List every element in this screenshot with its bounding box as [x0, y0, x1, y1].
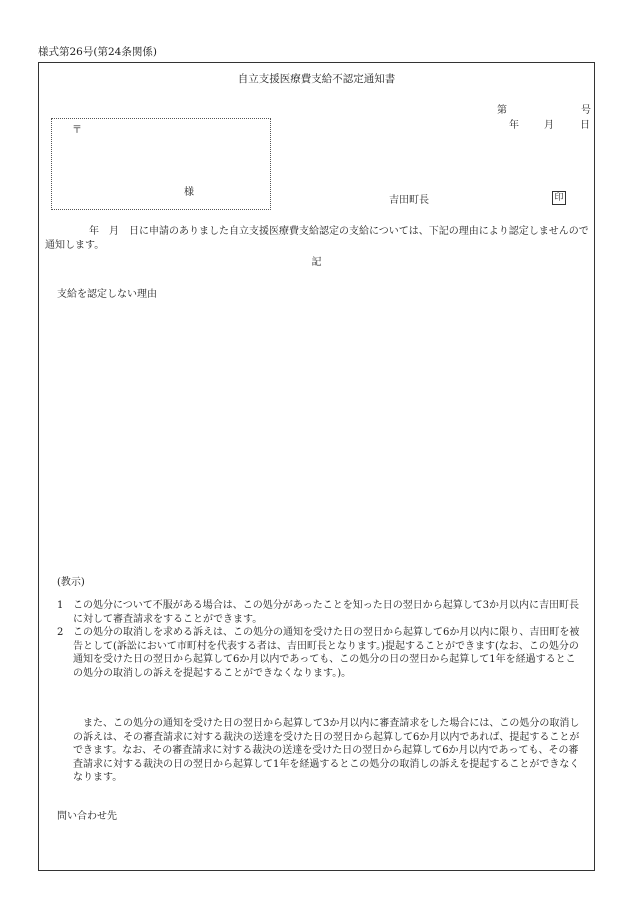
- document-number-prefix: 第: [497, 105, 507, 116]
- issuer-name: 吉田町長: [389, 195, 429, 206]
- date-year-label: 年: [509, 120, 519, 131]
- recipient-honorific: 様: [184, 187, 194, 198]
- kyouji-item-text: この処分の取消しを求める訴えは、この処分の通知を受けた日の翌日から起算して6か月以内に限り、吉田町を被告として(訴訟において市町村を代表する者は、吉田町長となります。)提起することができます(なお、この処分の通知を受けた日の翌日から起算して6か月以内であっても、この処分の日の翌日から起算して1年を経過するとこの処分の取消しの訴えを提起することができなくなります。)。: [73, 627, 580, 679]
- document-title: 自立支援医療費支給不認定通知書: [237, 73, 396, 85]
- kyouji-item: [57, 626, 585, 680]
- recipient-address-box: [51, 118, 271, 210]
- date-month-label: 月: [544, 120, 554, 131]
- document-number-suffix: 号: [581, 105, 591, 116]
- kyouji-item-number: 1: [57, 600, 64, 611]
- seal-mark: 印: [552, 191, 566, 205]
- notice-body-text: 年 月 日に申請のありました自立支援医療費支給認定の支給については、下記の理由により認定しませんので通知します。: [45, 226, 589, 251]
- ki-heading: 記: [311, 257, 322, 268]
- reason-heading: 支給を認定しない理由: [57, 289, 157, 300]
- kyouji-item-paragraph: また、この処分の通知を受けた日の翌日から起算して3か月以内に審査請求をした場合には、この処分の取消しの訴えは、その審査請求に対する裁決の送達を受けた日の翌日から起算して6か月以内であれば、提起することができます。なお、その審査請求に対する裁決の送達を受けた日の翌日から起算して6か月以内であっても、その審査請求に対する裁決の日の翌日から起算して1年を経過するとこの処分の取消しの訴えを提起することができなくなります。: [73, 718, 580, 783]
- contact-heading: 問い合わせ先: [57, 811, 117, 822]
- kyouji-item-number: 2: [57, 627, 64, 638]
- kyouji-item-text: この処分について不服がある場合は、この処分があったことを知った日の翌日から起算して3か月以内に吉田町長に対して審査請求をすることができます。: [73, 600, 580, 625]
- kyouji-item: [57, 599, 585, 626]
- date-day-label: 日: [580, 120, 590, 131]
- postal-mark: 〒: [72, 125, 82, 136]
- form-number-label: 様式第26号(第24条関係): [38, 46, 157, 58]
- kyouji-heading: (教示): [57, 577, 85, 588]
- document-frame: [38, 62, 595, 871]
